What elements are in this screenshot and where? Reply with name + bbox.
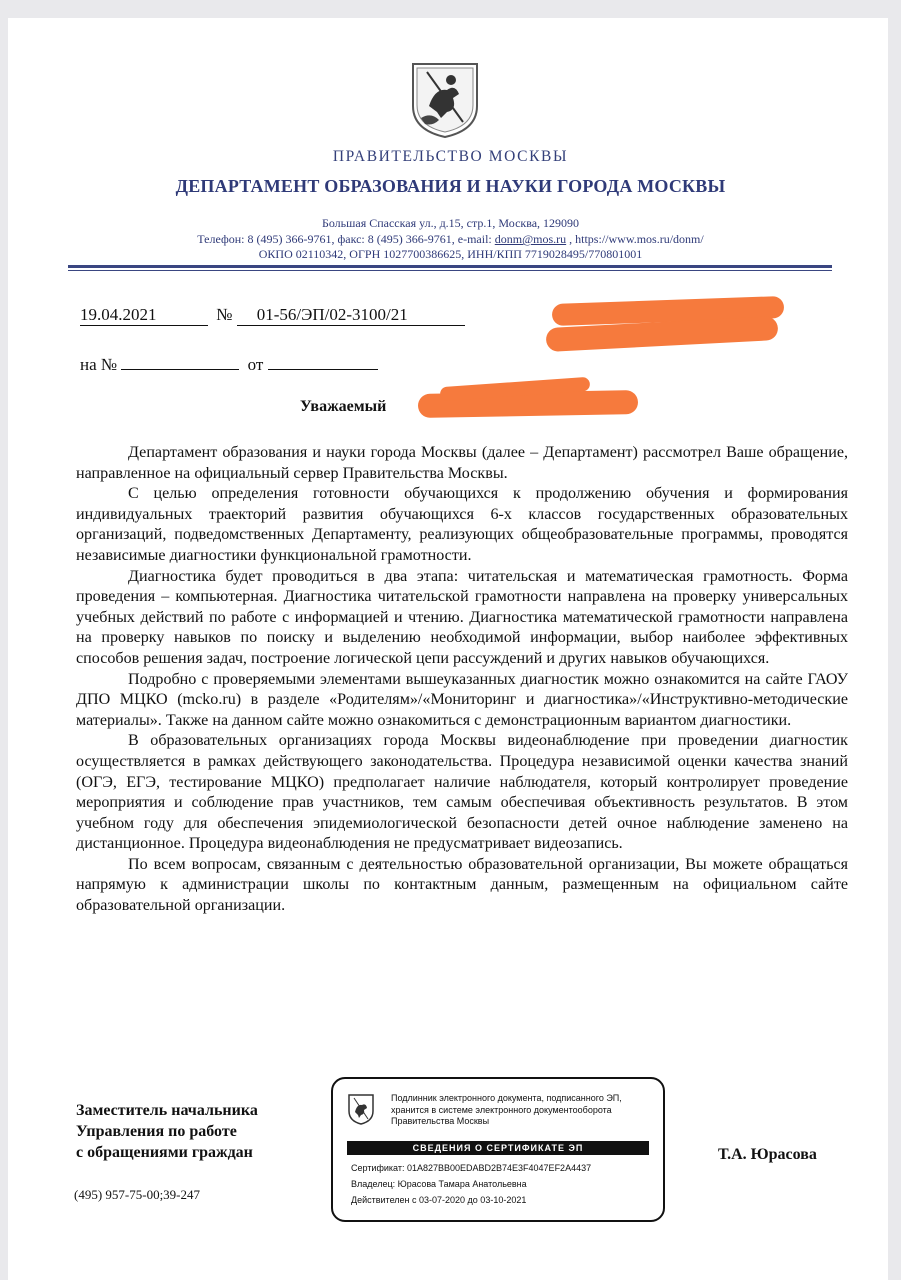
position-line: Управления по работе (76, 1123, 237, 1140)
greeting: Уважаемый (300, 398, 387, 415)
email-link[interactable]: donm@mos.ru (494, 232, 567, 246)
header-divider (68, 265, 832, 268)
department-codes: ОКПО 02110342, ОГРН 1027700386625, ИНН/КПП 7719028495/770801001 (258, 247, 643, 261)
stamp-header-line: Подлинник электронного документа, подписанного ЭП, (391, 1093, 622, 1103)
ref-from-label: от (247, 355, 264, 374)
paragraph: По всем вопросам, связанным с деятельностью образовательной организации, Вы можете обращаться напрямую к администрации школы по контактным данным, размещенным на официальном сайте образовательной организации. (76, 855, 848, 915)
header-divider-thin (68, 270, 832, 271)
stamp-coat-of-arms-logo (347, 1093, 375, 1125)
department-title: ДЕПАРТАМЕНТ ОБРАЗОВАНИЯ И НАУКИ ГОРОДА МОСКВЫ (175, 176, 726, 196)
signer-name: Т.А. Юрасова (718, 1146, 817, 1163)
certificate-owner: Владелец: Юрасова Тамара Анатольевна (351, 1179, 527, 1189)
department-contacts (0, 232, 901, 247)
paragraph: Департамент образования и науки города Москвы (далее – Департамент) рассмотрел Ваше обращение, направленное на официальный сервер Правительства Москвы. (76, 444, 848, 482)
paragraph: Подробно с проверяемыми элементами вышеуказанных диагностик можно ознакомится на сайте ГАОУ ДПО МЦКО (mcko.ru) в разделе «Родителям»/«Мониторинг и диагностика»/«Инструктивно-методические материалы». Также на данном сайте можно ознакомиться с демонстрационным вариантом диагностики. (76, 670, 848, 729)
paragraph: Диагностика будет проводиться в два этапа: читательская и математическая грамотность. Форма проведения – компьютерная. Диагностика читательской грамотности направлена на проверку универсальных учебных действий по работе с информацией и чтению. Диагностика математической грамотности направлена на проверку навыков по поиску и выделению необходимой информации, выбор наиболее эффективных способов решения задач, построение логической цепи рассуждений и других навыков обучающихся. (76, 567, 848, 667)
letter-body (76, 443, 848, 917)
position-line: с обращениями граждан (76, 1144, 253, 1161)
moscow-coat-of-arms-logo (407, 58, 483, 140)
reference-line (80, 355, 378, 375)
letter-date: 19.04.2021 (80, 305, 208, 326)
certificate-number: Сертификат: 01A827BB00EDABD2B74E3F4047EF2A4437 (351, 1163, 592, 1173)
ref-date-blank (268, 355, 378, 370)
contacts-phone-fax: Телефон: 8 (495) 366-9761, факс: 8 (495) 366-9761, e-mail: (197, 232, 495, 246)
letter-number: 01-56/ЭП/02-3100/21 (237, 305, 465, 326)
ref-number-blank (121, 355, 239, 370)
paragraph: С целью определения готовности обучающихся к продолжению обучения и формирования индивидуальных траекторий развития обучающихся 6-х классов государственных образовательных организаций, подведомственных Департаменту, реализующих общеобразовательные программы, проводятся независимые диагностики функциональной грамотности. (76, 485, 848, 564)
position-line: Заместитель начальника (76, 1102, 258, 1119)
ref-number-label: на № (80, 355, 118, 374)
stamp-header (391, 1093, 656, 1128)
certificate-validity: Действителен с 03-07-2020 до 03-10-2021 (351, 1195, 527, 1205)
government-title: ПРАВИТЕЛЬСТВО МОСКВЫ (332, 148, 569, 165)
signatory-position (76, 1100, 258, 1163)
department-address: Большая Спасская ул., д.15, стр.1, Москва, 129090 (321, 216, 580, 230)
website-link[interactable]: , https://www.mos.ru/donm/ (566, 232, 704, 246)
paragraph: В образовательных организациях города Москвы видеонаблюдение при проведении диагностик осуществляется в рамках действующего законодательства. Процедура независимой оценки качества знаний (ОГЭ, ЕГЭ, тестирование МЦКО) предполагает наличие наблюдателя, который контролирует проведение мероприятия и соблюдение прав участников, тем самым обеспечивая объективность результатов. В этом учебном году для обеспечения эпидемиологической безопасности детей очное наблюдение заменено на дистанционное. Процедура видеонаблюдения не предусматривает видеозапись. (76, 732, 848, 853)
stamp-header-line: Правительства Москвы (391, 1116, 490, 1126)
contact-phone: (495) 957-75-00;39-247 (74, 1187, 201, 1202)
stamp-header-line: хранится в системе электронного документооборота (391, 1104, 612, 1115)
electronic-signature-stamp (331, 1077, 665, 1222)
number-label: № (216, 305, 233, 324)
certificate-info-bar: СВЕДЕНИЯ О СЕРТИФИКАТЕ ЭП (347, 1141, 649, 1155)
letter-meta (80, 305, 465, 326)
